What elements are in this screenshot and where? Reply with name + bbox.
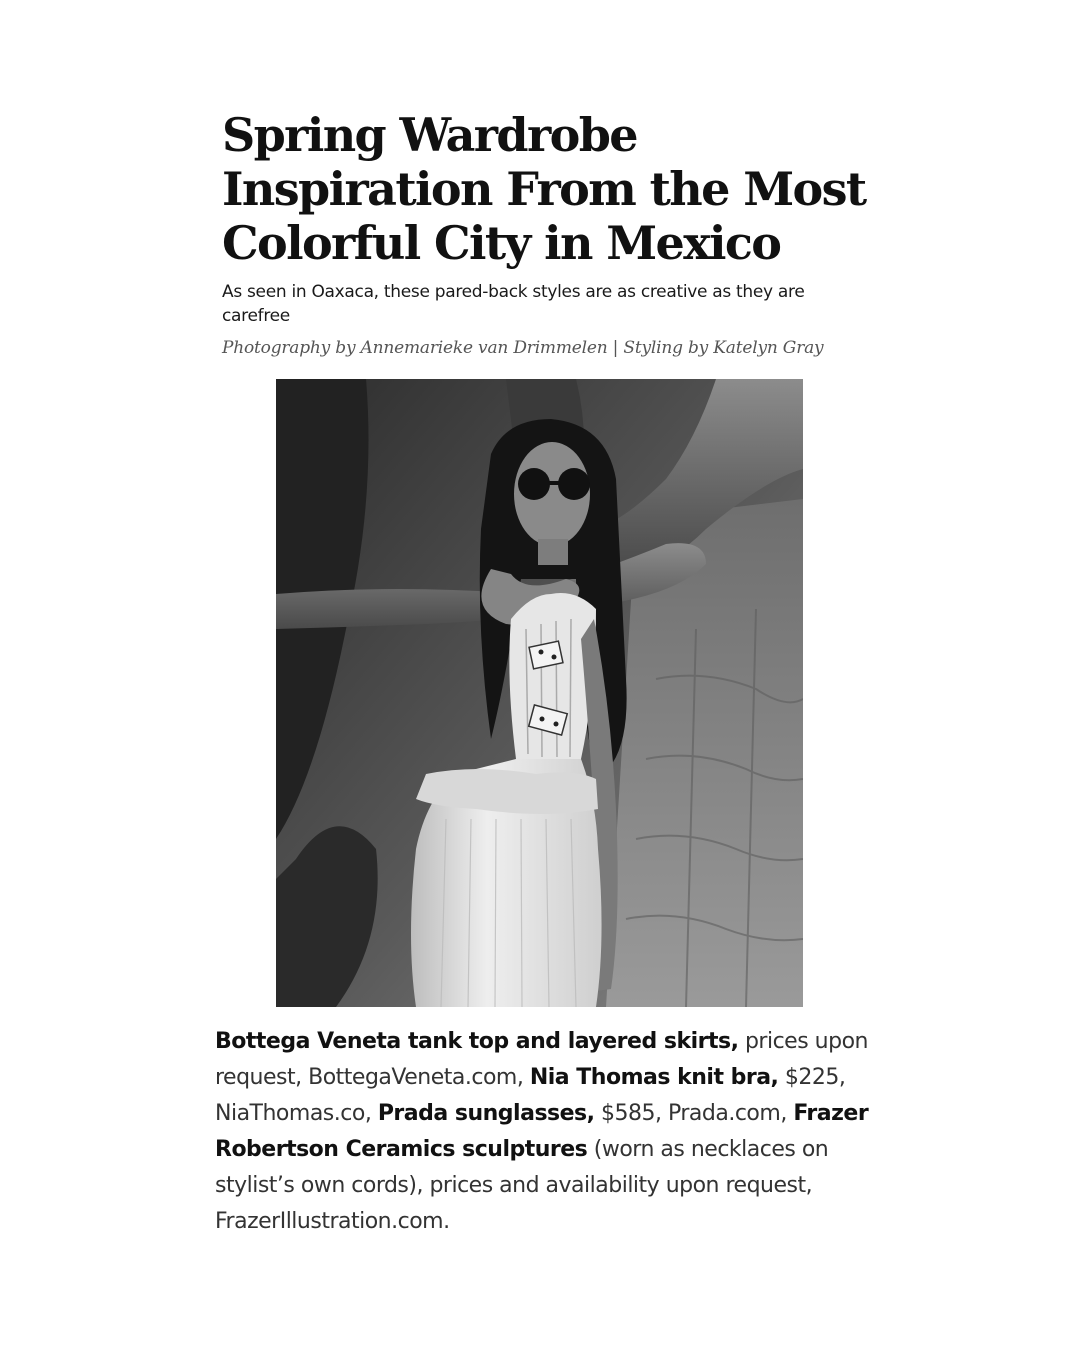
caption-product-2: Nia Thomas knit bra, <box>529 1065 779 1090</box>
photo-caption <box>215 1024 875 1240</box>
caption-detail-1: prices upon request, BottegaVeneta.com, <box>215 1029 868 1090</box>
caption-product-1: Bottega Veneta tank top and layered skirts, <box>215 1029 739 1054</box>
caption-product-3: Prada sunglasses, <box>377 1101 595 1126</box>
caption-detail-3: $585, Prada.com, <box>594 1101 794 1126</box>
article-headline: Spring Wardrobe Inspiration From the Most Colorful City in Mexico <box>222 108 866 270</box>
caption-product-4: Frazer Robertson Ceramics sculptures <box>215 1101 869 1162</box>
fashion-photo <box>276 379 803 1007</box>
caption-detail-4: (worn as necklaces on stylist’s own cords), prices and availability upon request, FrazerIllustration.com. <box>215 1137 829 1234</box>
fashion-photo-illustration <box>276 379 803 1007</box>
photo-credits: Photography by Annemarieke van Drimmelen | Styling by Katelyn Gray <box>222 338 824 358</box>
article-dek: As seen in Oaxaca, these pared-back styles are as creative as they are carefree <box>222 282 805 326</box>
caption-detail-2: $225, NiaThomas.co, <box>215 1065 846 1126</box>
